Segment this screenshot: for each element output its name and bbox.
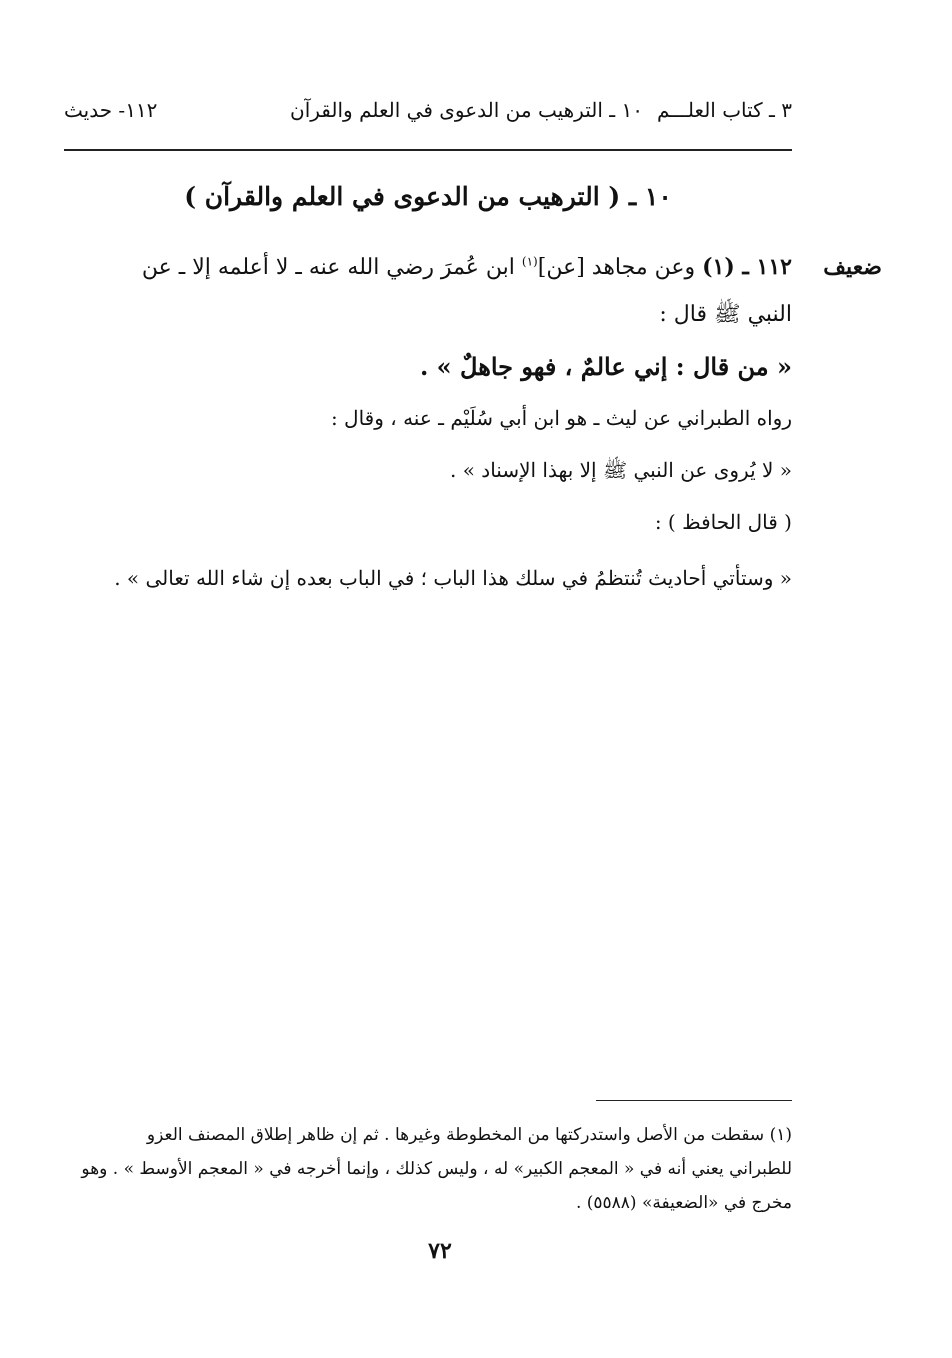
hadith-grade: ضعيف (823, 254, 882, 280)
hafiz-label: ( قال الحافظ ) : (654, 510, 792, 534)
footnote-line: مخرج في «الضعيفة» (٥٥٨٨) . (575, 1193, 792, 1213)
hadith-number: ١١٢ ـ (١) (702, 254, 792, 280)
page-number: ٧٢ (428, 1238, 452, 1264)
hadith-isnad-start: وعن مجاهد [عن] (537, 255, 696, 280)
footnote-reference: (١) (521, 254, 538, 269)
header-divider (64, 149, 792, 151)
hadith-matn: « من قال : إني عالمٌ ، فهو جاهلٌ » . (419, 352, 792, 381)
hadith-isnad-rest: ابن عُمرَ رضي الله عنه ـ لا أعلمه إلا ـ عن (141, 255, 515, 280)
chapter-title: ١٠ ـ ( الترهيب من الدعوى في العلم والقرآن ) (184, 182, 672, 211)
running-header-chapter: ١٠ ـ الترهيب من الدعوى في العلم والقرآن (290, 98, 643, 122)
running-header-book: ٣ ـ كتاب العلـــم (657, 98, 792, 122)
hadith-narration: رواه الطبراني عن ليث ـ هو ابن أبي سُلَيْم ـ عنه ، وقال : (330, 406, 792, 430)
footnote (62, 1118, 792, 1220)
footnote-divider (596, 1100, 792, 1101)
hadith-first-line (62, 254, 792, 280)
hafiz-comment: « وستأتي أحاديث تُنتظمُ في سلك هذا الباب ؛ في الباب بعده إن شاء الله تعالى » . (114, 566, 792, 590)
running-header-hadith-number: ١١٢- حديث (64, 98, 158, 122)
tabarani-comment: « لا يُروى عن النبي ﷺ إلا بهذا الإسناد » . (450, 458, 792, 482)
hadith-second-line: النبي ﷺ قال : (659, 302, 792, 327)
footnote-line: للطبراني يعني أنه في « المعجم الكبير» له ، وليس كذلك ، وإنما أخرجه في « المعجم الأوسط » . وهو (81, 1159, 792, 1179)
footnote-line: (١) سقطت من الأصل واستدركتها من المخطوطة وغيرها . ثم إن ظاهر إطلاق المصنف العزو (146, 1125, 792, 1145)
